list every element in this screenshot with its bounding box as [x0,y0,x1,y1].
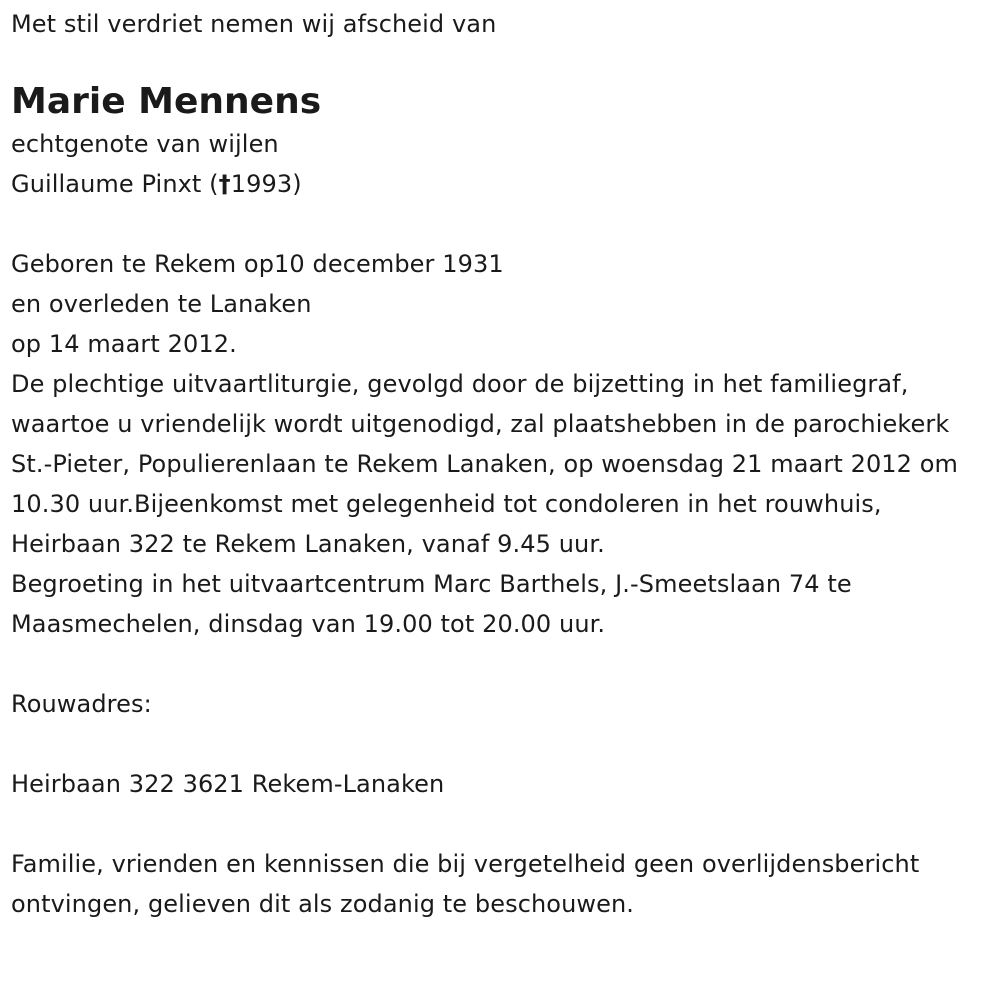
spouse-name: Guillaume Pinxt ( [11,170,219,198]
visitation-paragraph: Begroeting in het uitvaartcentrum Marc Barthels, J.-Smeetslaan 74 te Maasmechelen, dinsdag van 19.00 tot 20.00 uur. [11,570,852,638]
spouse-line: echtgenote van wijlen [11,130,279,158]
birth-line: Geboren te Rekem op10 december 1931 [11,250,504,278]
spacer [11,204,991,244]
spacer [11,804,991,844]
closing-paragraph: Familie, vrienden en kennissen die bij vergetelheid geen overlijdensbericht ontvingen, gelieven dit als zodanig te beschouwen. [11,850,920,918]
funeral-paragraph: De plechtige uitvaartliturgie, gevolgd door de bijzetting in het familiegraf, waartoe u vriendelijk wordt uitgenodigd, zal plaatshebben in de parochiekerk St.-Pieter, Populierenlaan te Rekem Lanaken, op woensdag 21 maart 2012 om 10.30 uur.Bijeenkomst met gelegenheid tot condoleren in het rouwhuis, Heirbaan 322 te Rekem Lanaken, vanaf 9.45 uur. [11,370,959,558]
spouse-name-line [11,164,991,204]
address-label: Rouwadres: [11,690,152,718]
intro-text: Met stil verdriet nemen wij afscheid van [11,10,497,38]
obituary-notice [11,4,991,924]
cross-icon: † [218,170,231,198]
spacer [11,724,991,764]
deceased-name: Marie Mennens [11,81,322,122]
mourning-address: Heirbaan 322 3621 Rekem-Lanaken [11,770,445,798]
death-line: en overleden te Lanaken [11,290,312,318]
spouse-death-year: 1993) [230,170,302,198]
spacer [11,644,991,684]
death-date-line: op 14 maart 2012. [11,330,237,358]
